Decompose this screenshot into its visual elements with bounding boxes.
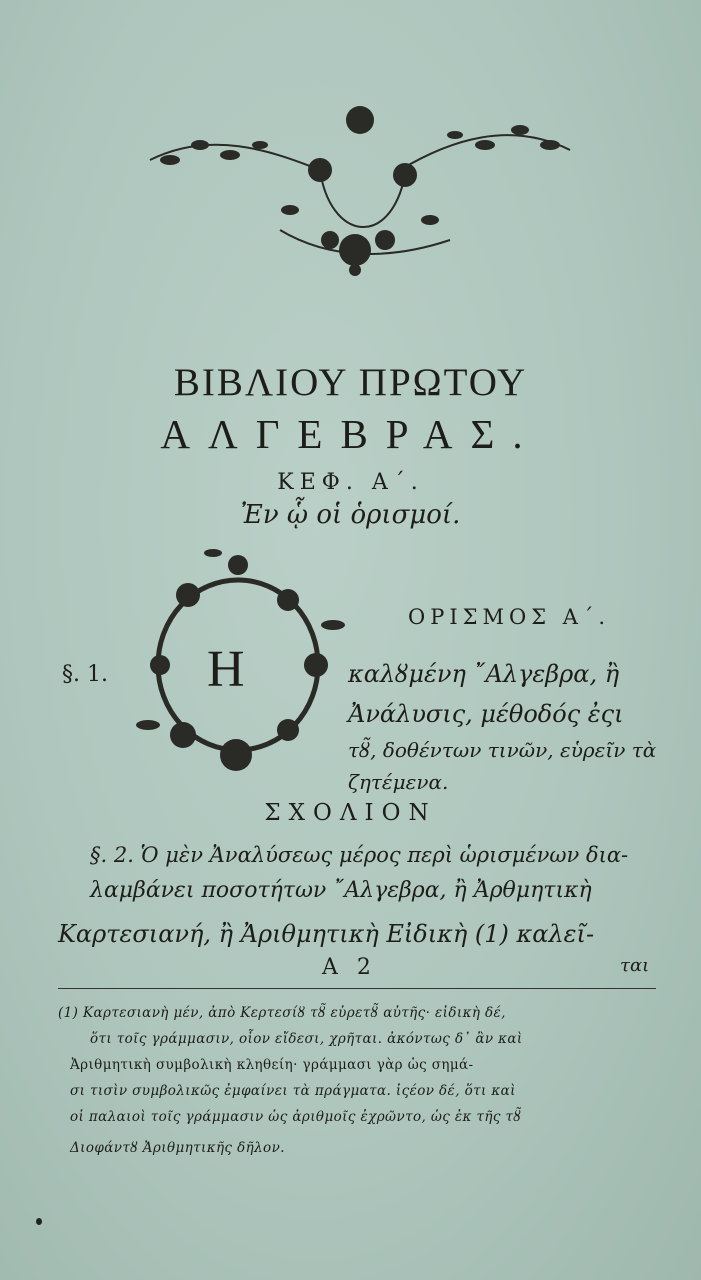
definition-line: καλȣμένη ῎Αλγεβρα, ἢ (348, 660, 620, 688)
floral-garland-ornament-icon (130, 90, 590, 280)
signature-mark: Α 2 (322, 955, 377, 980)
page-title: ΒΙΒΛΙΟΥ ΠΡΩΤΟΥ (173, 361, 528, 404)
section-number: §. 1. (62, 662, 108, 687)
definition-heading: ΟΡΙΣΜΟΣ Α΄. (408, 605, 611, 629)
footnote-line: σι τισὶν συμβολικῶς ἐμφαίνει τὰ πράγματα. ἰςέον δέ, ὅτι καὶ (70, 1083, 516, 1099)
footnote-line: Ἀριθμητικὴ συμβολικὴ κληθείη· γράμμασι γὰρ ὡς σημά- (70, 1057, 474, 1073)
scholion-line: §. 2. Ὁ μὲν Ἀναλύσεως μέρος περὶ ὡρισμένων δια- (90, 843, 629, 867)
catchword: ται (620, 955, 650, 976)
footnote-line: Διοφάντȣ Ἀριθμητικῆς δῆλον. (70, 1140, 285, 1156)
ink-spot (36, 1218, 42, 1225)
scholion-line: Καρτεσιανή, ἢ Ἀριθμητικὴ Εἰδικὴ (1) καλεῖ- (58, 920, 595, 948)
footnote-divider (58, 988, 656, 989)
definition-line: ζητέμενα. (348, 770, 449, 794)
footnote-line: (1) Καρτεσιανὴ μέν, ἀπὸ Κερτεσίȣ τȣ̃ εὑρετȣ̃ αὐτῆς· εἰδικὴ δέ, (58, 1005, 506, 1021)
scholion-line: λαμβάνει ποσοτήτων ῎Αλγεβρα, ἢ Ἀρθμητικὴ (90, 878, 592, 903)
definition-line: τȣ̃, δοθέντων τινῶν, εὑρεῖν τὰ (348, 738, 657, 762)
footnote-line: οἱ παλαιοὶ τοῖς γράμμασιν ὡς ἀριθμοῖς ἐχρῶντο, ὡς ἐκ τῆς τȣ̃ (70, 1109, 522, 1125)
book-subject-title: ΑΛΓΕΒΡΑΣ. (160, 411, 541, 457)
chapter-heading: ΚΕΦ. Α΄. (277, 470, 424, 495)
chapter-subtitle: Ἐν ᾧ οἱ ὁρισμοί. (240, 500, 461, 530)
drop-capital: Η (207, 641, 245, 698)
definition-line: Ἀνάλυσις, μέθοδός ἐςι (348, 700, 624, 728)
scholion-heading: ΣΧΟΛΙΟΝ (264, 800, 437, 826)
footnote-line: ὅτι τοῖς γράμμασιν, οἷον εἴδεσι, χρῆται. ἀκόντως δ᾽ ἂν καὶ (90, 1031, 523, 1047)
